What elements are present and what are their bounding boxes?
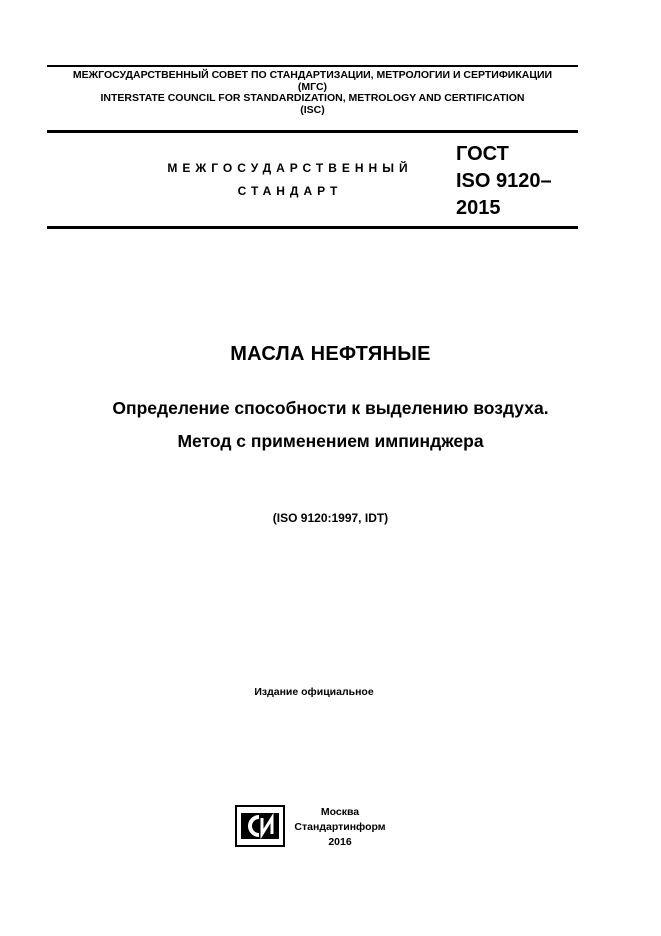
edition-note: Издание официальное [254, 686, 374, 698]
publisher-name: Стандартинформ [294, 821, 386, 833]
council-abbr-ru: (МГС) [297, 80, 328, 93]
publisher-city: Москва [320, 806, 360, 818]
header-divider-rule [47, 130, 578, 133]
iso-reference: (ISO 9120:1997, IDT) [272, 511, 389, 525]
publisher-info [285, 805, 395, 850]
document-title: МАСЛА НЕФТЯНЫЕ [230, 343, 431, 365]
standartinform-logo-icon [235, 805, 285, 847]
gost-designation [456, 141, 552, 222]
standard-type-line1: МЕЖГОСУДАРСТВЕННЫЙ [167, 161, 413, 175]
council-name-en: INTERSTATE COUNCIL FOR STANDARDIZATION, METROLOGY AND CERTIFICATION [100, 92, 525, 104]
gost-number: ISO 9120– [456, 170, 552, 192]
council-abbr-en: (ISC) [300, 103, 325, 116]
council-header [47, 70, 578, 116]
document-subtitle-line2: Метод с применением импинджера [177, 431, 484, 451]
gost-label: ГОСТ [456, 143, 509, 165]
gost-year: 2015 [456, 197, 501, 219]
document-subtitle-line1: Определение способности к выделению воздуха. [112, 398, 549, 418]
council-name-ru: МЕЖГОСУДАРСТВЕННЫЙ СОВЕТ ПО СТАНДАРТИЗАЦИИ, МЕТРОЛОГИИ И СЕРТИФИКАЦИИ [72, 69, 553, 81]
publication-year: 2016 [328, 836, 352, 848]
standard-type-line2: СТАНДАРТ [237, 184, 343, 198]
top-thin-rule [47, 65, 578, 67]
standard-divider-rule [47, 226, 578, 229]
